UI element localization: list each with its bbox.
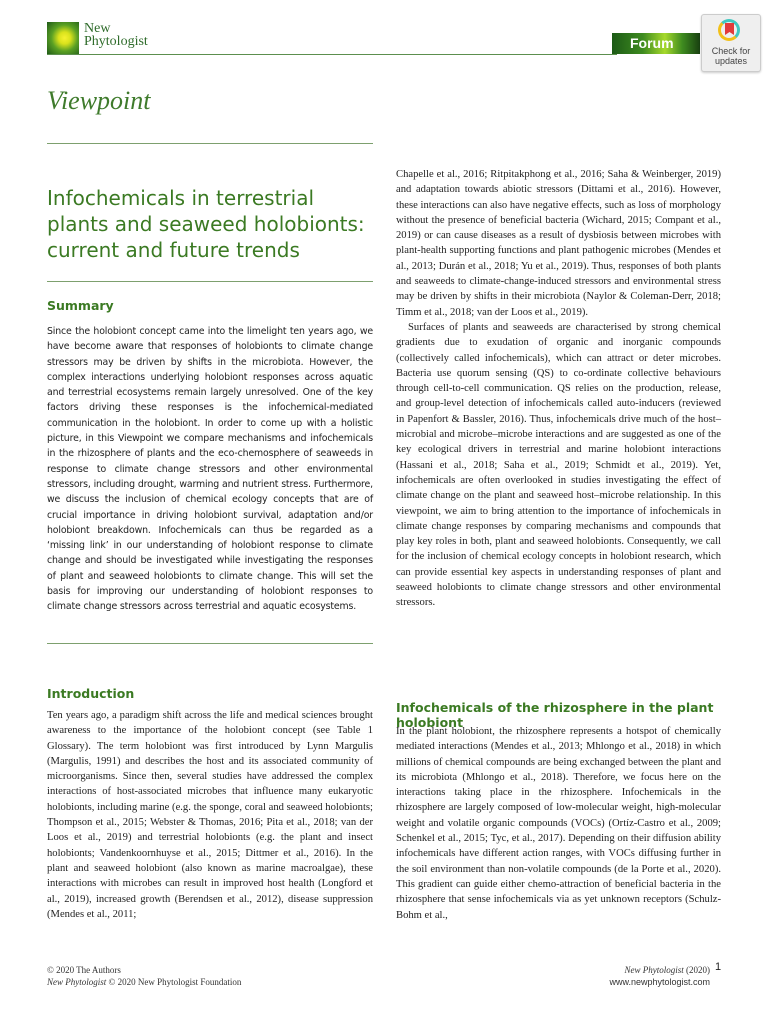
- footer-citation: [609, 964, 710, 988]
- citation-journal: New Phytologist: [624, 965, 684, 975]
- summary-top-rule: [47, 281, 373, 282]
- header-rule: [47, 54, 617, 55]
- paragraph-infochemicals: Surfaces of plants and seaweeds are characterised by strong chemical gradients due to exudation of organic and inorganic compounds (collectively called infochemicals), which can attract or deter microbes. Bacteria use quorum sensing (QS) to co-ordinate collective behaviours through cell-to-cell communication. QS relies on the production, release, and group-level detection of infochemicals called auto-inducers (reviewed in Papenfort & Bassler, 2016). Thus, infochemicals drive much of the host–microbial and microbe–microbe interactions and are suggested as one of the key ecological drivers in terrestrial and marine holobiont interactions (Hassani et al., 2018; Saha et al., 2019; Schmidt et al., 2019). Yet, infochemicals are often overlooked in studies investigating the effect of climate change on the plant and seaweed host–microbe relationship. In this viewpoint, we aim to bring attention to the importance of infochemicals in climate change responses by comparing mechanisms and compounds that play key roles in both, plant and seaweed holobionts. Consequently, we call for the inclusion of chemical ecology concepts in holobiont research, which can provide essential key aspects in understanding responses of plant and seaweed holobionts to climate change stressors and other environmental stressors.: [396, 321, 721, 609]
- copyright-line: © 2020 The Authors: [47, 965, 121, 975]
- rhizosphere-body: [396, 724, 721, 923]
- publisher-foundation: © 2020 New Phytologist Foundation: [106, 977, 242, 987]
- journal-name: [84, 22, 148, 48]
- summary-bottom-rule: [47, 643, 373, 644]
- article-type-label: Viewpoint: [47, 86, 151, 115]
- journal-url-link[interactable]: www.newphytologist.com: [609, 977, 710, 987]
- right-column-body: [396, 167, 721, 611]
- check-for-updates-label: [702, 46, 760, 66]
- check-for-updates-line1: Check for: [711, 46, 751, 56]
- page-number: 1: [715, 961, 722, 973]
- section-band: [612, 33, 700, 54]
- publisher-journal: New Phytologist: [47, 977, 107, 987]
- paragraph-continued: Chapelle et al., 2016; Ritpitakphong et al., 2016; Saha & Weinberger, 2019) and adaptation towards abiotic stressors (Dittami et al., 2016). However, these interactions can also have negative effects, such as loss of morphology without the presence of beneficial bacteria (Wichard, 2015; Compant et al., 2019) or can cause diseases as a result of dysbiosis between microbes with plant-health supporting functions and plant pathogenic microbes (Mendes et al., 2013; Durán et al., 2018; Yu et al., 2019). Thus, responses of both plants and seaweeds to climate-change-induced stressors and environmental stress may be driven by shifts in their microbiota (Naylor & Coleman-Derr, 2018; Timm et al., 2018; van der Loos et al., 2019).: [396, 169, 721, 318]
- journal-name-line1: New: [84, 21, 111, 36]
- summary-heading: Summary: [47, 298, 114, 313]
- introduction-body: [47, 708, 373, 922]
- publisher-line: [47, 976, 241, 988]
- check-for-updates-button[interactable]: [701, 14, 761, 72]
- journal-logo: [47, 22, 79, 54]
- summary-text: Since the holobiont concept came into the limelight ten years ago, we have become aware that responses of holobionts to climate change stressors may be driven by shifts in the microbiota. However, the complex interactions underlying holobiont responses across aquatic and terrestrial ecosystems remain largely unresolved. One of the key factors driving these responses is the infochemical-mediated communication in the holobiont. In order to come up with a holistic picture, in this Viewpoint we compare mechanisms and infochemicals in the rhizosphere of plants and the eco-chemosphere of seaweeds in response to climate change stressors and other environmental stressors, including drought, warming and nutrient stress. Furthermore, we discuss the inclusion of chemical ecology concepts that are of crucial importance in driving holobiont survival, adaptation and/or holobiont breakdown. Infochemicals can thus be regarded as a ‘missing link’ in our understanding of holobiont response to climate change and should be investigated while investigating the responses of plant and seaweed holobionts to climate change. This will set the basis for improving our understanding of holobiont responses to climate change stressors across terrestrial and aquatic ecosystems.: [47, 326, 373, 613]
- article-title: Infochemicals in terrestrial plants and seaweed holobionts: current and future trends: [47, 186, 365, 263]
- citation-year: (2020): [683, 965, 710, 975]
- citation-line: [609, 964, 710, 976]
- footer-copyright: [47, 964, 241, 988]
- introduction-heading: Introduction: [47, 686, 135, 701]
- rhizosphere-heading: Infochemicals of the rhizosphere in the plant holobiont: [396, 700, 714, 730]
- introduction-paragraph-1: Ten years ago, a paradigm shift across the life and medical sciences brought awareness to the importance of the holobiont concept (see Table 1 Glossary). The term holobiont was first introduced by Lynn Margulis (Margulis, 1991) and describes the host and its associated community of microorganisms. Since then, several studies have addressed the complex interactions of host-associated microbes that influence many eukaryotic holobionts, including marine (e.g. the sponge, coral and seaweed holobionts; Thompson et al., 2015; Webster & Thomas, 2016; Pita et al., 2018; van der Loos et al., 2019) and terrestrial holobionts (e.g. the plant and insect holobionts; Vandenkoornhuyse et al., 2015; Dittmer et al., 2016). In the plant and seaweed holobiont (also known as marine macroalgae), these interactions with microbes can result in improved host health (Longford et al., 2019), increased growth (Berendsen et al., 2012), disease suppression (Mendes et al., 2011;: [47, 710, 373, 920]
- journal-name-line2: Phytologist: [84, 34, 148, 49]
- rhizosphere-paragraph-1: In the plant holobiont, the rhizosphere represents a hotspot of chemically mediated interactions (Mendes et al., 2013; Mhlongo et al., 2018) in which millions of chemical compounds are being exchanged between the plant and its microbiota (Mhlongo et al., 2018). Therefore, we focus here on the interactions taking place in the rhizosphere. Infochemicals in the rhizosphere are largely composed of low-molecular weight, high-molecular weight and volatile organic compounds (VOCs) (Ortíz-Castro et al., 2009; Schenkel et al., 2015; Tyc, et al., 2017). Depending on their diffusion ability infochemicals have different action ranges, with VOCs diffusing further in the soil environment than non-volatile compounds (de la Porte et al., 2020). This gradient can guide either chemo-attraction of beneficial bacteria in the rhizosphere that sense infochemicals via as yet unknown receptors (Schulz-Bohm et al.,: [396, 726, 721, 921]
- section-band-label: Forum: [630, 35, 674, 51]
- title-top-rule: [47, 143, 373, 144]
- check-for-updates-line2: updates: [714, 56, 748, 66]
